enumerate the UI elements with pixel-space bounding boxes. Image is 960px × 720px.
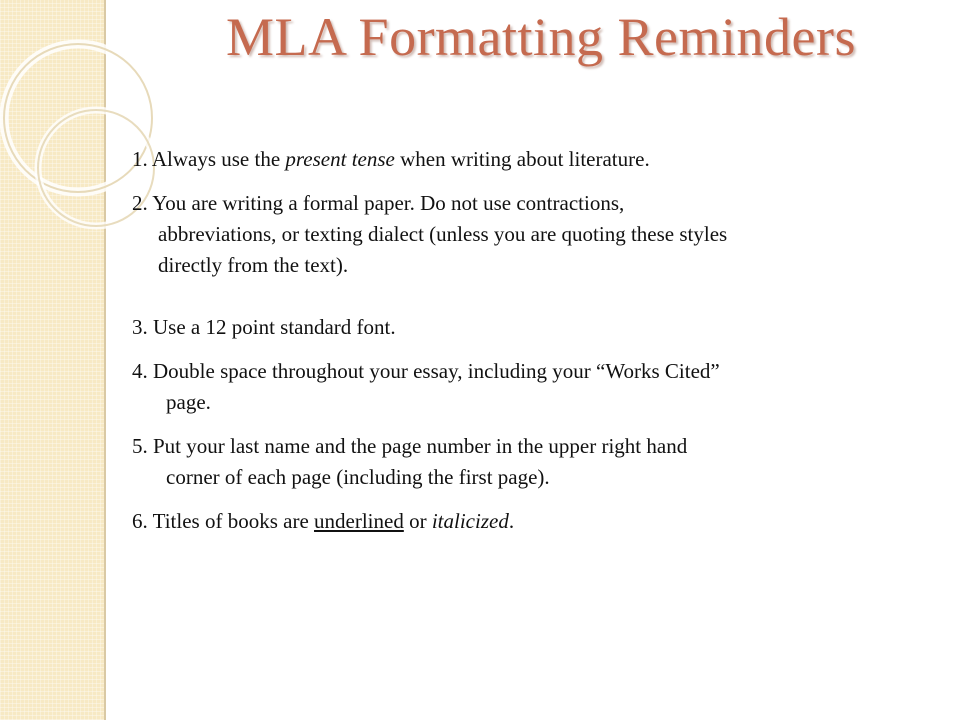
item-number: 3.	[132, 315, 148, 339]
item-text-line: abbreviations, or texting dialect (unless you are quoting these styles	[158, 222, 728, 246]
item-text-line: You are writing a formal paper. Do not use contractions,	[152, 191, 625, 215]
item-emphasis: italicized	[431, 509, 509, 533]
slide-title: MLA Formatting Reminders	[226, 7, 856, 67]
reminders-list	[132, 144, 932, 537]
item-emphasis: present tense	[285, 147, 395, 171]
item-number: 6.	[132, 509, 148, 533]
item-text: when writing about literature.	[394, 147, 650, 171]
reminder-item-5	[132, 431, 932, 493]
item-number: 5.	[132, 434, 148, 458]
item-text: Titles of books are	[152, 509, 315, 533]
item-text-line: Put your last name and the page number in the upper right hand	[153, 434, 688, 458]
item-text-line: directly from the text).	[158, 253, 349, 277]
item-text-line: page.	[166, 390, 211, 414]
item-text: Use a 12 point standard font.	[153, 315, 396, 339]
reminder-item-1	[132, 144, 932, 175]
item-number: 2.	[132, 191, 148, 215]
item-number: 4.	[132, 359, 148, 383]
item-text: .	[508, 509, 515, 533]
item-text-line: Double space throughout your essay, including your “Works Cited”	[153, 359, 720, 383]
reminder-item-6	[132, 506, 932, 537]
item-underlined: underlined	[314, 509, 404, 533]
reminder-item-4	[132, 356, 932, 418]
item-number: 1.	[132, 147, 148, 171]
item-text-line: corner of each page (including the first page).	[166, 465, 550, 489]
item-text: Always use the	[151, 147, 286, 171]
reminder-item-2	[132, 188, 932, 281]
reminder-item-3	[132, 312, 932, 343]
item-text: or	[403, 509, 432, 533]
